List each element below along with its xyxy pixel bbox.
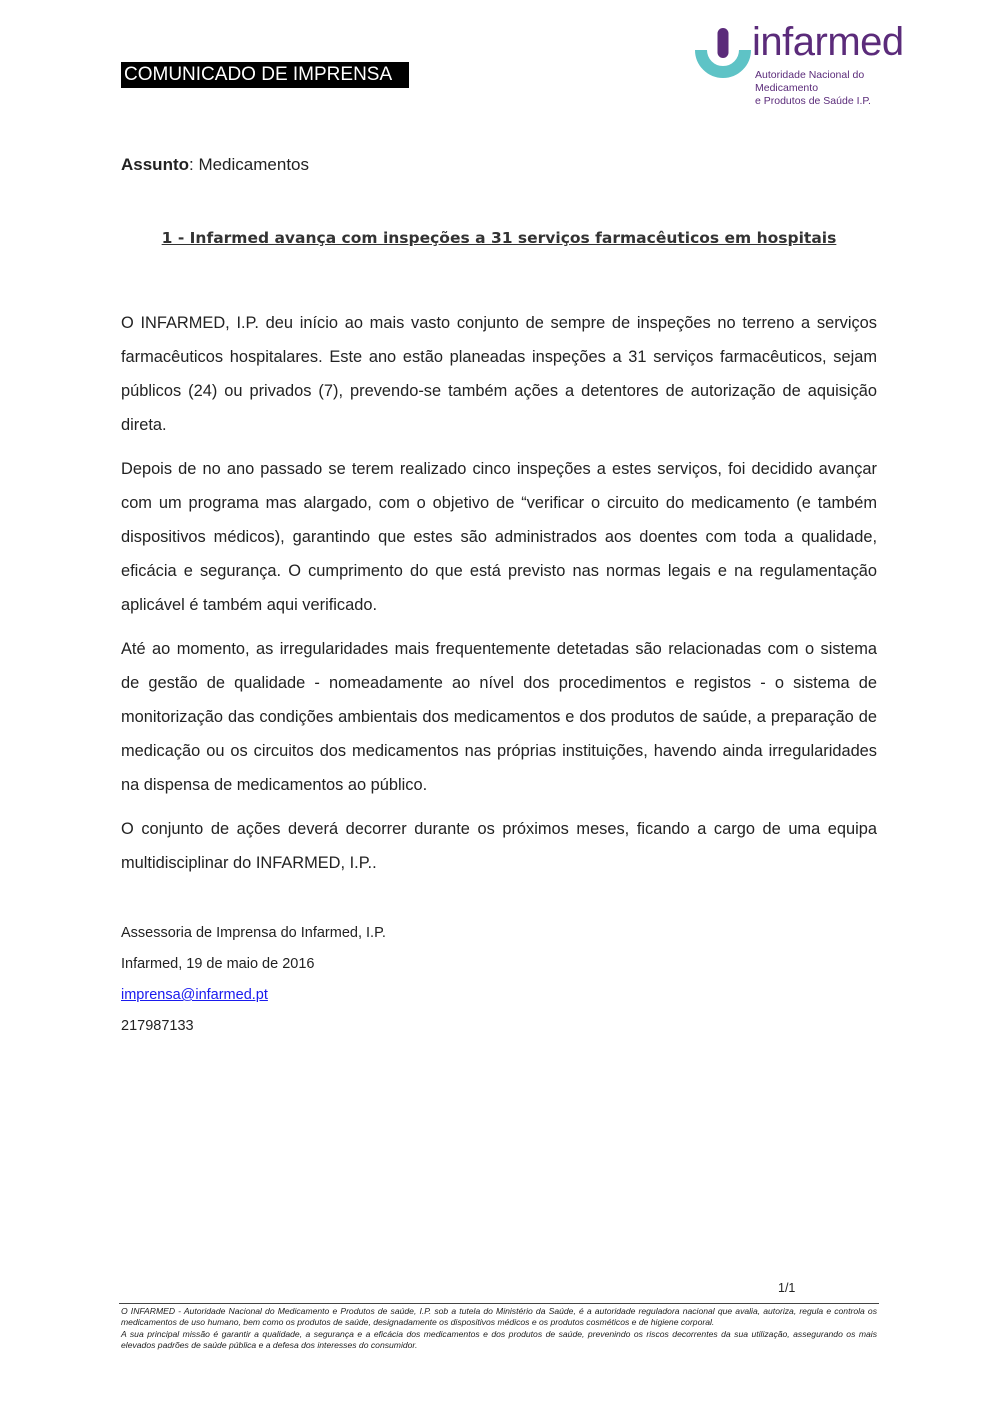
- paragraph: Depois de no ano passado se terem realizado cinco inspeções a estes serviços, foi decidido avançar com um programa mas alargado, com o objetivo de “verificar o circuito do medicamento (e também dispositivos médicos), garantindo que estes são administrados aos doentes com toda a qualidade, eficácia e segurança. O cumprimento do que está previsto nas normas legais e na regulamentação aplicável é também aqui verificado.: [121, 460, 877, 614]
- subject-line: [121, 155, 309, 175]
- subject-label: Assunto: [121, 155, 189, 174]
- logo-tagline-line2: e Produtos de Saúde I.P.: [755, 95, 871, 107]
- signature-block: [121, 918, 386, 1042]
- footer-divider: [119, 1303, 879, 1304]
- logo-wordmark: infarmed: [752, 20, 904, 64]
- paragraph: Até ao momento, as irregularidades mais frequentemente detetadas são relacionadas com o sistema de gestão de qualidade - nomeadamente ao nível dos procedimentos e registos - o sistema de monitorização das condições ambientais dos medicamentos e dos produtos de saúde, a preparação de medicação ou os circuitos dos medicamentos nas próprias instituições, havendo ainda irregularidades na dispensa de medicamentos ao público.: [121, 640, 877, 794]
- press-office: Assessoria de Imprensa do Infarmed, I.P.: [121, 925, 386, 941]
- logo-tagline: [755, 69, 915, 108]
- subject-value: : Medicamentos: [189, 155, 309, 174]
- press-email-link[interactable]: imprensa@infarmed.pt: [121, 987, 268, 1003]
- footer-line: A sua principal missão é garantir a qualidade, a segurança e a eficácia dos medicamentos e dos produtos de saúde, prevenindo os riscos decorrentes da sua utilização, assegurando os mais elevados padrões de saúde pública e a defesa dos interesses do consumidor.: [121, 1328, 877, 1351]
- press-phone: 217987133: [121, 1018, 194, 1034]
- headline: 1 - Infarmed avança com inspeções a 31 serviços farmacêuticos em hospitais: [161, 229, 837, 247]
- footer-line: O INFARMED - Autoridade Nacional do Medicamento e Produtos de saúde, I.P. sob a tutela do Ministério da Saúde, é a autoridade reguladora nacional que avalia, autoriza, regula e controla os medicamentos de uso humano, bem como os produtos de saúde, designadamente os dispositivos médicos e os produtos cosméticos e de higiene corporal.: [121, 1306, 877, 1328]
- infarmed-logo: [695, 20, 915, 107]
- paragraph: O conjunto de ações deverá decorrer durante os próximos meses, ficando a cargo de uma equipa multidisciplinar do INFARMED, I.P..: [121, 820, 877, 872]
- release-date: Infarmed, 19 de maio de 2016: [121, 956, 315, 972]
- press-release-banner: COMUNICADO DE IMPRENSA: [121, 62, 409, 88]
- logo-tagline-line1: Autoridade Nacional do Medicamento: [755, 69, 865, 94]
- footer-disclaimer: [121, 1306, 877, 1352]
- page-number: 1/1: [778, 1281, 796, 1295]
- paragraph: O INFARMED, I.P. deu início ao mais vasto conjunto de sempre de inspeções no terreno a serviços farmacêuticos hospitalares. Este ano estão planeadas inspeções a 31 serviços farmacêuticos, sejam públicos (24) ou privados (7), prevendo-se também ações a detentores de autorização de aquisição direta.: [121, 314, 877, 434]
- article-body: [121, 306, 877, 890]
- infarmed-logo-icon: [695, 28, 751, 84]
